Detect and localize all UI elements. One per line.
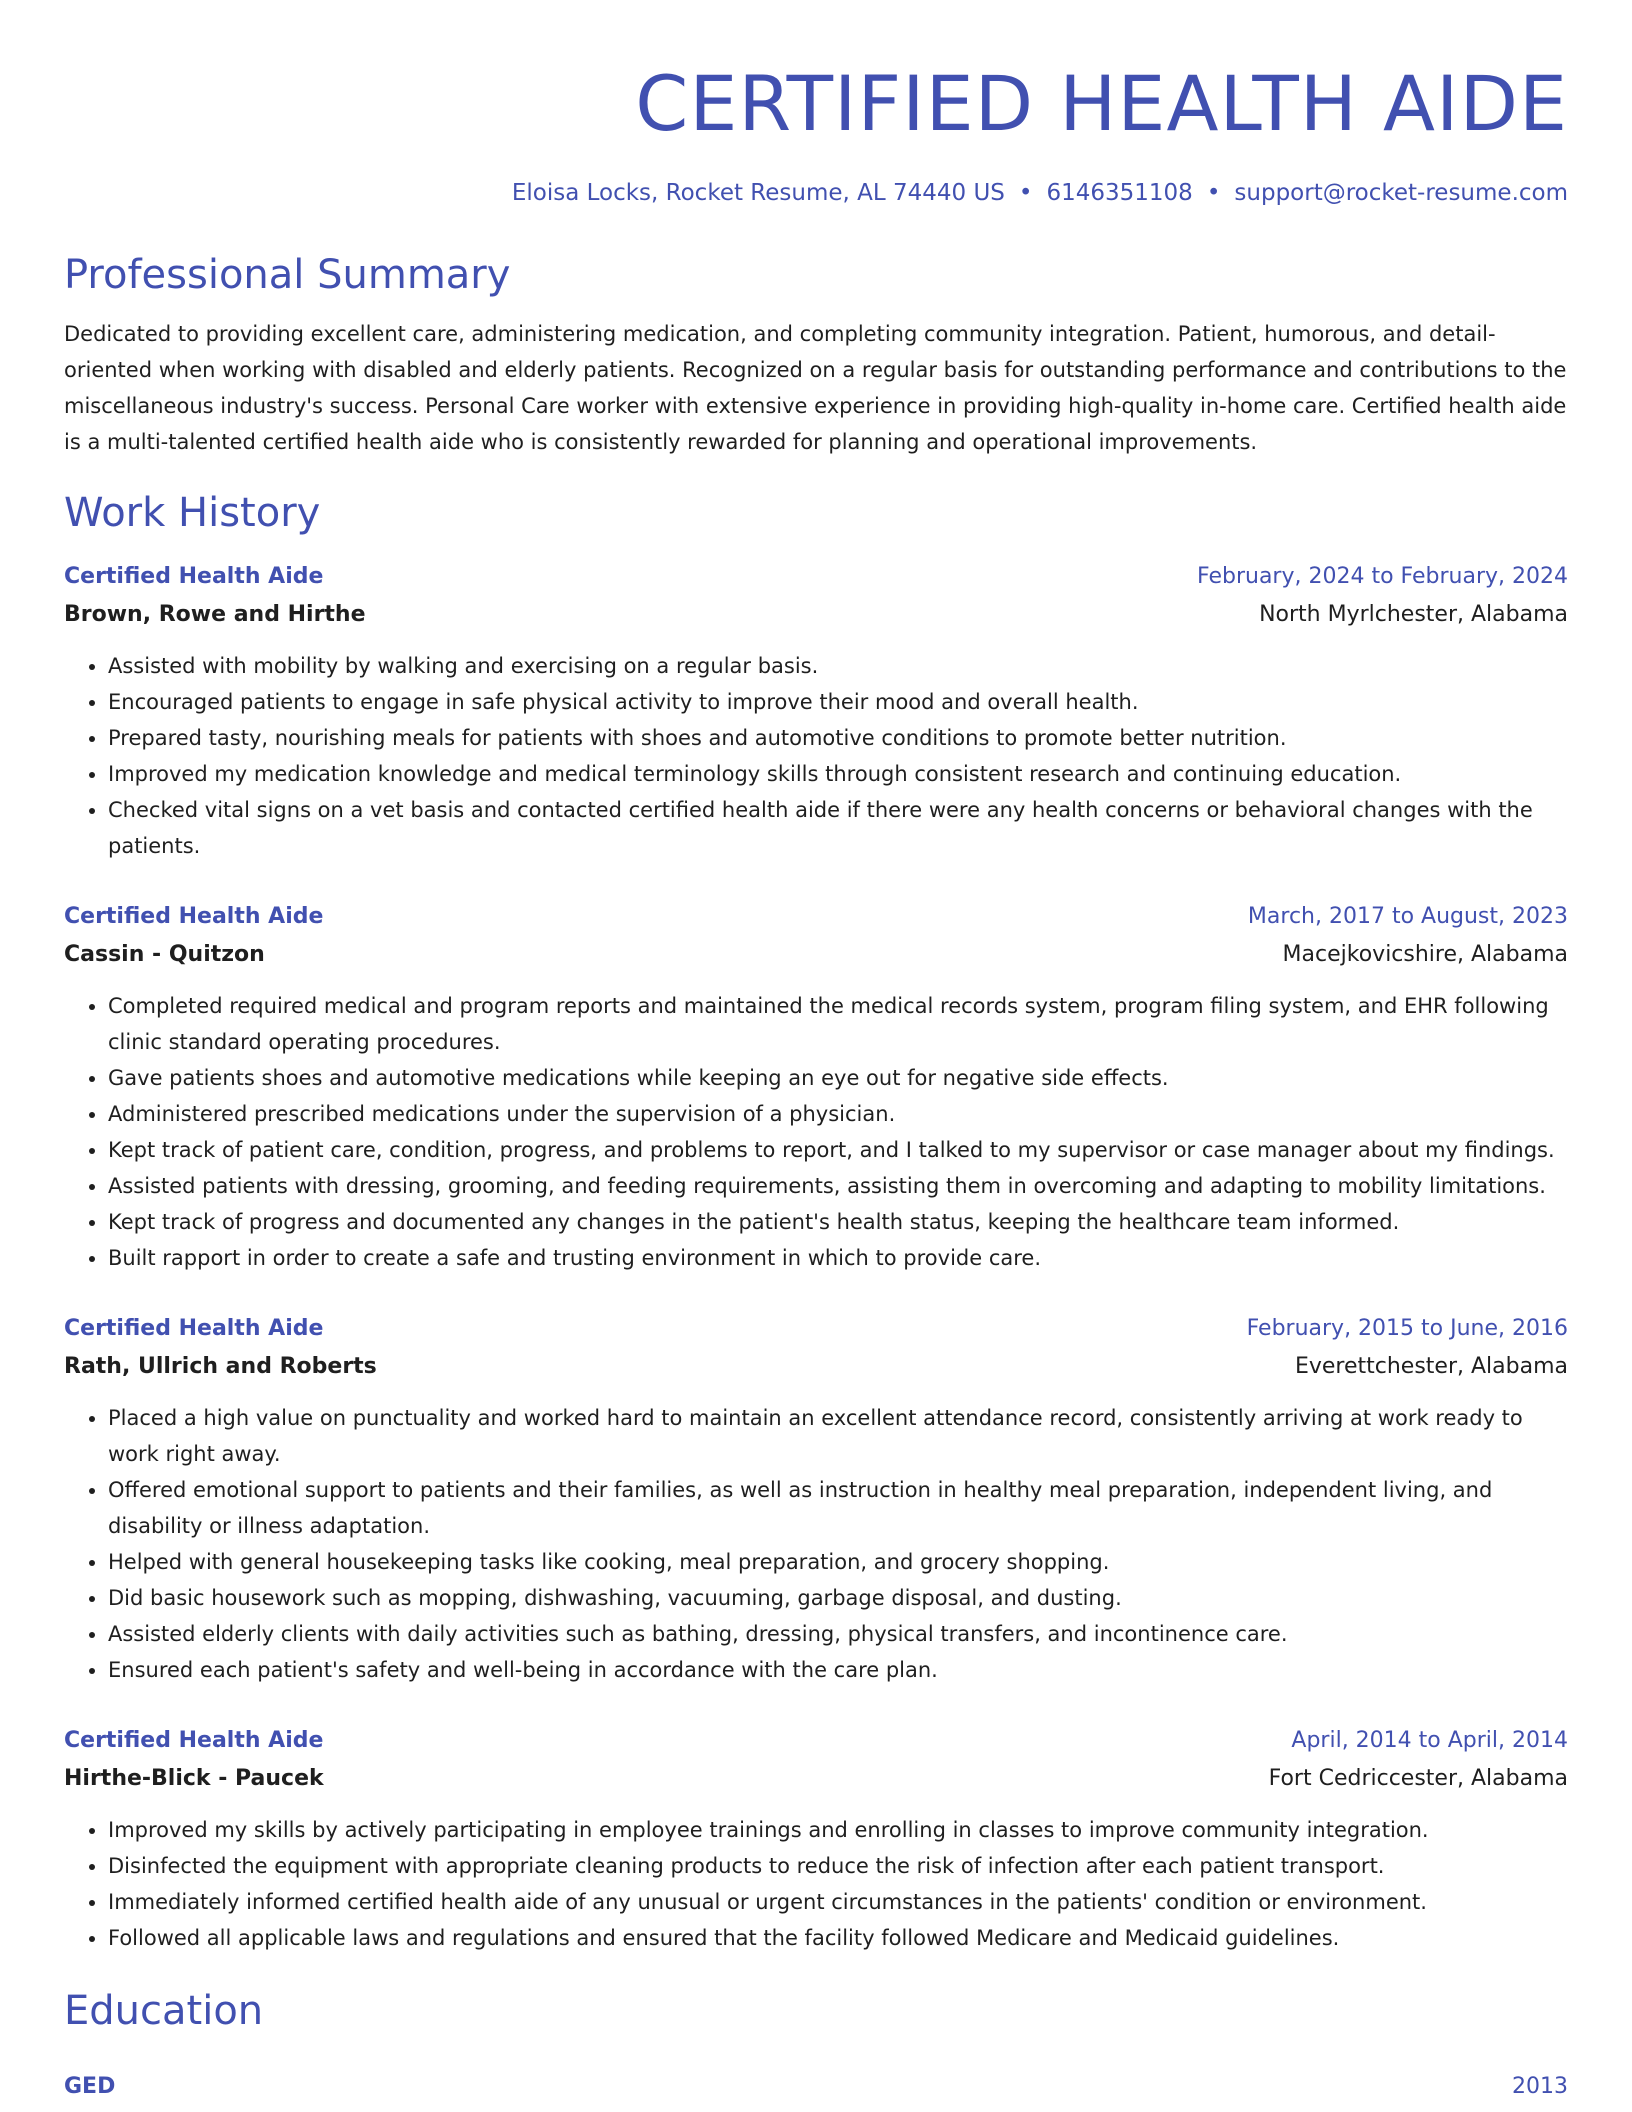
job-bullet: • Gave patients shoes and automotive medications while keeping an eye out for negative side effects.	[108, 1060, 1568, 1096]
job-bullet: • Kept track of patient care, condition, progress, and problems to report, and I talked to my supervisor or case manager about my findings.	[108, 1132, 1568, 1168]
contact-address: Eloisa Locks, Rocket Resume, AL 74440 US	[511, 180, 1005, 206]
job-bullet: • Administered prescribed medications under the supervision of a physician.	[108, 1096, 1568, 1132]
work-history-heading: Work History	[64, 490, 321, 536]
education-heading: Education	[64, 1988, 264, 2034]
job-company-row	[64, 936, 1568, 974]
job-header-row	[64, 1722, 1568, 1760]
contact-line	[64, 178, 1568, 208]
job-company-row	[64, 1348, 1568, 1386]
job-company: Rath, Ullrich and Roberts	[64, 1354, 377, 1379]
job-company-row	[64, 1760, 1568, 1798]
job-dates: March, 2017 to August, 2023	[1247, 904, 1568, 929]
professional-summary-text: Dedicated to providing excellent care, administering medication, and completing community integration. Patient, humorous, and detail-oriented when working with disabled and elderly patients. Recognized on a regular basis for outstanding performance and contributions to the miscellaneous industry's success. Personal Care worker with extensive experience in providing high-quality in-home care. Certified health aide is a multi-talented certified health aide who is consistently rewarded for planning and operational improvements.	[64, 322, 1567, 454]
job-bullet: • Checked vital signs on a vet basis and contacted certified health aide if there were any health concerns or behavioral changes with the patients.	[108, 792, 1568, 864]
job-title: Certified Health Aide	[64, 1316, 324, 1341]
job-bullet: • Improved my skills by actively participating in employee trainings and enrolling in classes to improve community integration.	[108, 1812, 1568, 1848]
job-bullet: • Built rapport in order to create a safe and trusting environment in which to provide care.	[108, 1240, 1568, 1276]
contact-email: support@rocket-resume.com	[1234, 180, 1568, 206]
job-bullet-list	[64, 988, 1568, 1276]
resume-title: CERTIFIED HEALTH AIDE	[635, 59, 1568, 148]
contact-separator: •	[1018, 180, 1033, 206]
job-location: Macejkovicshire, Alabama	[1282, 942, 1568, 967]
job-company: Brown, Rowe and Hirthe	[64, 602, 366, 627]
job-title: Certified Health Aide	[64, 564, 324, 589]
job-location: North Myrlchester, Alabama	[1259, 602, 1568, 627]
job-header-row	[64, 558, 1568, 596]
job-bullet: • Kept track of progress and documented any changes in the patient's health status, keeping the healthcare team informed.	[108, 1204, 1568, 1240]
job-company: Cassin - Quitzon	[64, 942, 265, 967]
job-entry	[64, 1310, 1568, 1688]
education-year: 2013	[1512, 2074, 1568, 2099]
job-header-row	[64, 1310, 1568, 1348]
job-dates: April, 2014 to April, 2014	[1291, 1728, 1568, 1753]
job-bullet: • Offered emotional support to patients and their families, as well as instruction in healthy meal preparation, independent living, and disability or illness adaptation.	[108, 1472, 1568, 1544]
job-title: Certified Health Aide	[64, 904, 324, 929]
job-bullet-list	[64, 1400, 1568, 1688]
job-bullet: • Immediately informed certified health aide of any unusual or urgent circumstances in the patients' condition or environment.	[108, 1884, 1568, 1920]
job-location: Everettchester, Alabama	[1294, 1354, 1568, 1379]
resume-page	[64, 0, 1568, 2106]
contact-separator: •	[1206, 180, 1221, 206]
job-header-row	[64, 898, 1568, 936]
job-dates: February, 2015 to June, 2016	[1246, 1316, 1568, 1341]
job-entry	[64, 1722, 1568, 1956]
job-entry	[64, 558, 1568, 864]
job-bullet: • Assisted with mobility by walking and exercising on a regular basis.	[108, 648, 1568, 684]
education-degree: GED	[64, 2074, 116, 2099]
job-bullet: • Helped with general housekeeping tasks like cooking, meal preparation, and grocery shopping.	[108, 1544, 1568, 1580]
job-company-row	[64, 596, 1568, 634]
job-bullet: • Prepared tasty, nourishing meals for patients with shoes and automotive conditions to promote better nutrition.	[108, 720, 1568, 756]
job-bullet: • Disinfected the equipment with appropriate cleaning products to reduce the risk of infection after each patient transport.	[108, 1848, 1568, 1884]
job-dates: February, 2024 to February, 2024	[1197, 564, 1568, 589]
job-bullet: • Placed a high value on punctuality and worked hard to maintain an excellent attendance record, consistently arriving at work ready to work right away.	[108, 1400, 1568, 1472]
job-title: Certified Health Aide	[64, 1728, 324, 1753]
job-bullet: • Improved my medication knowledge and medical terminology skills through consistent research and continuing education.	[108, 756, 1568, 792]
job-bullet-list	[64, 648, 1568, 864]
job-bullet-list	[64, 1812, 1568, 1956]
job-bullet: • Assisted patients with dressing, grooming, and feeding requirements, assisting them in overcoming and adapting to mobility limitations.	[108, 1168, 1568, 1204]
job-bullet: • Followed all applicable laws and regulations and ensured that the facility followed Medicare and Medicaid guidelines.	[108, 1920, 1568, 1956]
job-company: Hirthe-Blick - Paucek	[64, 1766, 324, 1791]
job-entry	[64, 898, 1568, 1276]
job-bullet: • Assisted elderly clients with daily activities such as bathing, dressing, physical transfers, and incontinence care.	[108, 1616, 1568, 1652]
education-entry	[64, 2068, 1568, 2106]
job-location: Fort Cedriccester, Alabama	[1268, 1766, 1568, 1791]
job-bullet: • Encouraged patients to engage in safe physical activity to improve their mood and overall health.	[108, 684, 1568, 720]
job-bullet: • Ensured each patient's safety and well-being in accordance with the care plan.	[108, 1652, 1568, 1688]
contact-phone: 6146351108	[1046, 180, 1193, 206]
job-bullet: • Completed required medical and program reports and maintained the medical records system, program filing system, and EHR following clinic standard operating procedures.	[108, 988, 1568, 1060]
job-bullet: • Did basic housework such as mopping, dishwashing, vacuuming, garbage disposal, and dusting.	[108, 1580, 1568, 1616]
professional-summary-heading: Professional Summary	[64, 252, 511, 298]
